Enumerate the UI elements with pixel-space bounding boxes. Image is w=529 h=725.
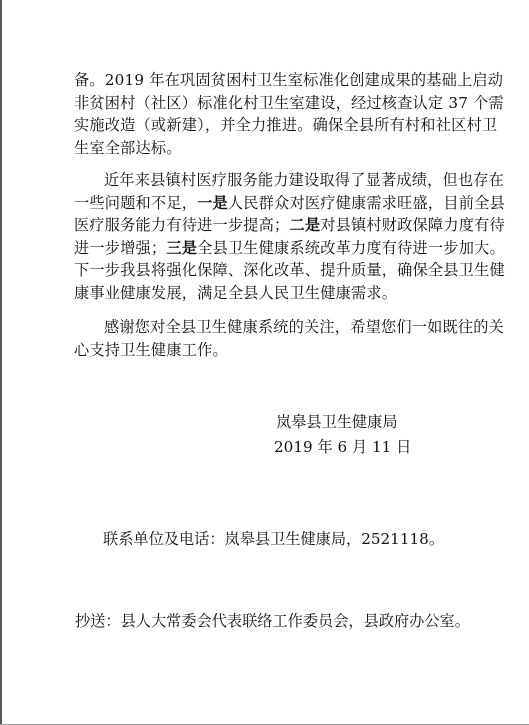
paragraph-problems-and-plan [74,169,505,305]
paragraph-line-text: 近年来县镇村医疗服务能力建设取得了显著成绩，但也存在 [104,171,505,189]
paragraph-line [74,192,505,215]
paragraph-line [74,214,505,237]
contact-info: 联系单位及电话：岚皋县卫生健康局，2521118。 [103,530,445,548]
paragraph-line-text: 一些问题和不足， [74,193,198,212]
paragraph-line: 下一步我县将强化保障、深化改革、提升质量，确保全县卫生健 [74,261,505,280]
point-one-label: 一是 [197,193,228,212]
paragraph-line: 非贫困村（社区）标准化村卫生室建设，经过核查认定 37 个需 [74,93,504,112]
point-three-label: 三是 [166,238,198,257]
paragraph-line-text: 感谢您对全县卫生健康系统的关注，希望您们一如既往的关 [104,318,505,336]
paragraph-line-text: 进一步增强； [74,238,167,257]
page-left-border [0,0,2,725]
signature-date: 2019 年 6 月 11 日 [274,438,412,456]
signature-organization: 岚皋县卫生健康局 [276,413,398,431]
paragraph-line: 实施改造（或新建），并全力推进。确保全县所有村和社区村卫 [74,116,498,135]
paragraph-line [74,237,505,260]
paragraph-line-text: 医疗服务能力有待进一步提高； [74,216,290,235]
paragraph-line: 备。2019 年在巩固贫困村卫生室标准化创建成果的基础上启动 [74,71,504,89]
paragraph-line [74,169,505,192]
paragraph-line: 心支持卫生健康工作。 [74,340,228,359]
paragraph-line-text: 对县镇村财政保障力度有待 [320,216,505,235]
paragraph-line-text: 人民群众对医疗健康需求旺盛，目前全县 [227,193,505,212]
point-two-label: 二是 [289,216,321,235]
paragraph-thanks [74,316,505,361]
paragraph-line: 康事业健康发展，满足全县人民卫生健康需求。 [74,283,398,302]
paragraph-line [74,316,505,339]
paragraph-construction-progress [74,69,504,159]
paragraph-line-text: 全县卫生健康系统改革力度有待进一步加大。 [197,238,505,257]
paragraph-line: 生室全部达标。 [74,138,182,157]
cc-recipients: 抄送：县人大常委会代表联络工作委员会，县政府办公室。 [75,612,470,630]
